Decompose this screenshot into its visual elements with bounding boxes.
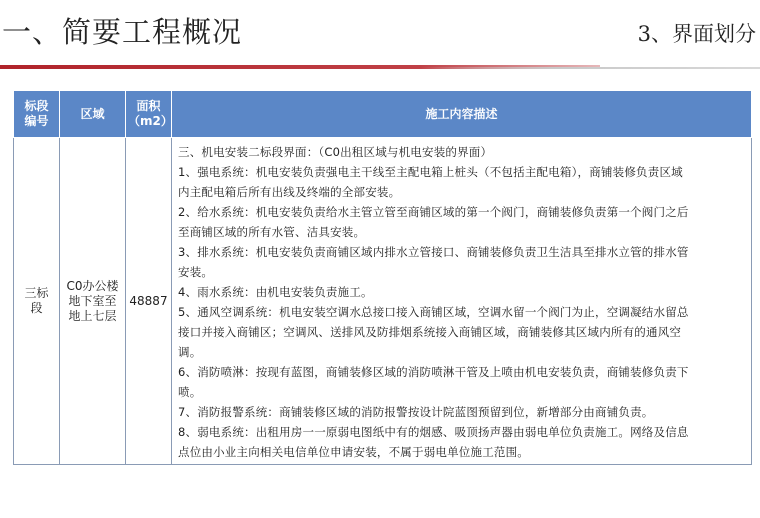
cell-area-text: C0办公楼 地下室至 地上七层 — [66, 278, 119, 323]
header-size — [126, 91, 172, 138]
description-line: 2、给水系统：机电安装负责给水主管立管至商铺区域的第一个阀门，商铺装修负责第一个阀门之后 — [178, 205, 689, 219]
header-area-text: 区域 — [80, 106, 105, 121]
table-row — [14, 138, 752, 465]
cell-description — [172, 138, 752, 465]
cell-section-no — [14, 138, 60, 465]
header-size-text: 面积 （m2） — [128, 99, 173, 128]
description-line: 4、雨水系统：由机电安装负责施工。 — [178, 285, 373, 299]
description-line: 6、消防喷淋：按现有蓝图，商铺装修区域的消防喷淋干管及上喷由机电安装负责，商铺装修负责下 — [178, 365, 689, 379]
header-description — [172, 91, 752, 138]
cell-section-no-text: 三标 段 — [24, 286, 49, 315]
description-line: 7、消防报警系统：商铺装修区域的消防报警按设计院蓝图预留到位，新增部分由商铺负责。 — [178, 405, 654, 419]
page-title: 一、简要工程概况 — [2, 15, 243, 49]
description-line: 点位由小业主向相关电信单位申请安装，不属于弱电单位施工范围。 — [178, 445, 529, 459]
header-section-no-text: 标段 编号 — [24, 99, 49, 128]
description-line: 调。 — [178, 345, 202, 359]
header-description-text: 施工内容描述 — [425, 106, 498, 121]
description-line: 三、机电安装二标段界面：（C0出租区域与机电安装的界面） — [178, 145, 493, 159]
section-subtitle: 3、界面划分 — [637, 22, 756, 46]
description-line: 8、弱电系统：出租用房一一原弱电图纸中有的烟感、吸顶扬声器由弱电单位负责施工。网络及信息 — [178, 425, 689, 439]
header-section-no — [14, 91, 60, 138]
cell-size: 48887 — [126, 138, 172, 465]
description-line: 1、强电系统：机电安装负责强电主干线至主配电箱上桩头（不包括主配电箱），商铺装修负责区域 — [178, 165, 683, 179]
description-line: 接口并接入商铺区；空调风、送排风及防排烟系统接入商铺区域，商铺装修其区域内所有的通风空 — [178, 325, 682, 339]
title-underline-grey — [420, 67, 760, 69]
description-line: 5、通风空调系统：机电安装空调水总接口接入商铺区域，空调水留一个阀门为止，空调凝结水留总 — [178, 305, 689, 319]
description-line: 内主配电箱后所有出线及终端的全部安装。 — [178, 185, 401, 199]
table-header-row — [14, 91, 752, 138]
description-line: 至商铺区域的所有水管、洁具安装。 — [178, 225, 366, 239]
cell-area — [60, 138, 126, 465]
header-area — [60, 91, 126, 138]
scope-table — [13, 90, 752, 465]
description-line: 3、排水系统：机电安装负责商铺区域内排水立管接口、商铺装修负责卫生洁具至排水立管的排水管 — [178, 245, 689, 259]
description-line: 安装。 — [178, 265, 214, 279]
description-line: 喷。 — [178, 385, 202, 399]
